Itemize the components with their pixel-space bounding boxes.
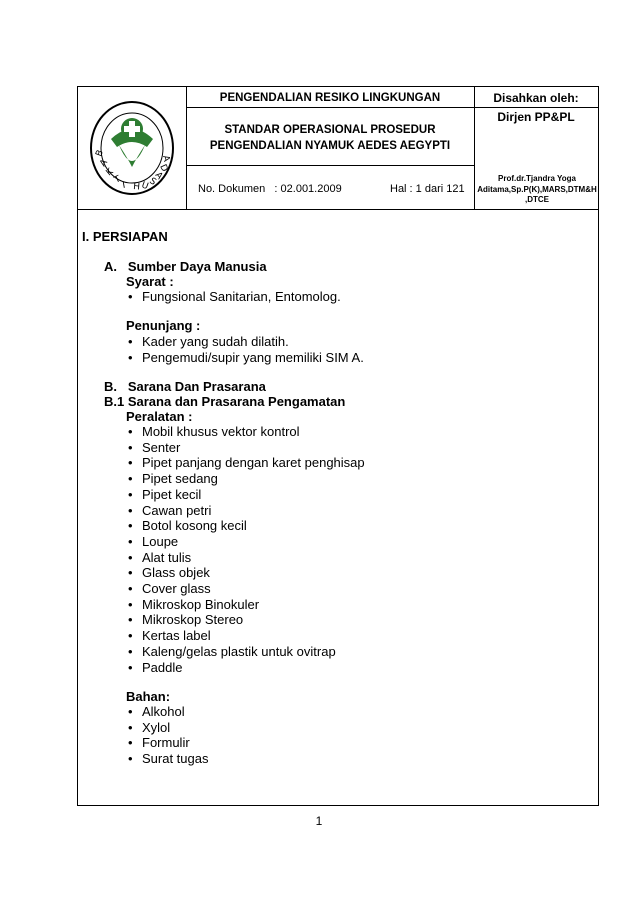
svg-text:T: T [113, 174, 123, 186]
bullet-icon: • [128, 565, 133, 581]
list-item-text: Kertas label [142, 628, 211, 644]
svg-text:S: S [147, 176, 158, 188]
document-header-table [78, 87, 598, 209]
list-item-text: Pipet kecil [142, 486, 202, 502]
svg-text:I: I [121, 180, 127, 191]
penunjang-label: Penunjang : [126, 318, 201, 333]
list-item-text: Fungsional Sanitarian, Entomolog. [142, 289, 341, 304]
syarat-label: Syarat : [126, 274, 174, 289]
list-item-text: Alat tulis [142, 549, 192, 565]
svg-text:U: U [139, 180, 150, 193]
bullet-icon: • [128, 628, 133, 644]
svg-text:A: A [160, 154, 172, 163]
section-heading: I. PERSIAPAN [82, 229, 168, 244]
list-item-text: Mikroskop Binokuler [142, 596, 260, 612]
bullet-icon: • [128, 424, 133, 439]
list-item-text: Cawan petri [142, 502, 212, 518]
list-item-text: Glass objek [142, 565, 210, 581]
logo-letter: B [94, 148, 106, 159]
signer-block [476, 174, 598, 206]
bullet-icon: • [128, 659, 133, 675]
list-item-text: Cover glass [142, 581, 211, 596]
list-item-text: Mikroskop Stereo [142, 612, 244, 628]
bullet-icon: • [128, 502, 133, 518]
signer-line-3: ,DTCE [525, 195, 549, 204]
list-item-text: Xylol [142, 719, 171, 735]
svg-text:H: H [132, 182, 141, 193]
svg-text:D: D [157, 163, 170, 174]
bullet-icon: • [128, 471, 133, 487]
list-item-text: Botol kosong kecil [142, 518, 247, 534]
list-item-text: Paddle [142, 659, 183, 675]
bullet-icon: • [128, 751, 133, 767]
page-info: Hal : 1 dari 121 [390, 183, 465, 195]
bullet-icon: • [128, 334, 133, 349]
list-item-text: Pipet sedang [142, 471, 218, 487]
svg-text:A: A [98, 157, 110, 169]
bullet-icon: • [128, 289, 133, 304]
svg-text:K: K [104, 166, 116, 179]
list-item-text: Formulir [142, 735, 190, 751]
bullet-icon: • [128, 612, 133, 628]
bullet-icon: • [128, 581, 133, 596]
bullet-icon: • [128, 735, 133, 751]
list-item-text: Alkohol [142, 704, 185, 719]
bullet-icon: • [128, 455, 133, 471]
bullet-icon: • [128, 643, 133, 659]
bullet-icon: • [128, 518, 133, 534]
page-number: 1 [315, 814, 323, 828]
bahan-label: Bahan: [126, 689, 171, 704]
list-item-text: Pengemudi/supir yang memiliki SIM A. [142, 349, 364, 365]
bullet-icon: • [128, 533, 133, 549]
bullet-icon: • [128, 439, 133, 455]
subsection-b1-heading: B.1 Sarana dan Prasarana Pengamatan [104, 394, 346, 409]
signer-line-2: Aditama,Sp.P(K),MARS,DTM&H [477, 184, 597, 194]
document-number: No. Dokumen : 02.001.2009 [198, 183, 342, 195]
list-item-text: Senter [142, 439, 181, 455]
list-item-text: Mobil khusus vektor kontrol [142, 424, 300, 439]
bullet-icon: • [128, 486, 133, 502]
list-item-text: Surat tugas [142, 751, 209, 767]
list-item-text: Kader yang sudah dilatih. [142, 334, 289, 349]
list-item-text: Loupe [142, 533, 179, 549]
bullet-icon: • [128, 349, 133, 365]
sop-line-2: PENGENDALIAN NYAMUK AEDES AEGYPTI [209, 140, 451, 152]
logo-cell [78, 87, 186, 209]
subsection-a-heading: A. Sumber Daya Manusia [104, 259, 267, 274]
list-item-text: Kaleng/gelas plastik untuk ovitrap [142, 643, 336, 659]
bullet-icon: • [128, 704, 133, 719]
approved-label: Disahkan oleh: [493, 91, 579, 105]
bullet-icon: • [128, 596, 133, 612]
bullet-icon: • [128, 549, 133, 565]
signer-line-1: Prof.dr.Tjandra Yoga [498, 174, 576, 183]
sop-line-1: STANDAR OPERASIONAL PROSEDUR [224, 124, 436, 136]
list-item-text: Pipet panjang dengan karet penghisap [142, 455, 365, 471]
bakti-husada-logo [89, 99, 175, 197]
subsection-b-heading: B. Sarana Dan Prasarana [104, 379, 266, 394]
svg-text:A: A [152, 170, 165, 182]
header-title: PENGENDALIAN RESIKO LINGKUNGAN [219, 92, 441, 104]
peralatan-label: Peralatan : [126, 409, 193, 424]
approver-name: Dirjen PP&PL [497, 110, 575, 124]
bullet-icon: • [128, 719, 133, 735]
